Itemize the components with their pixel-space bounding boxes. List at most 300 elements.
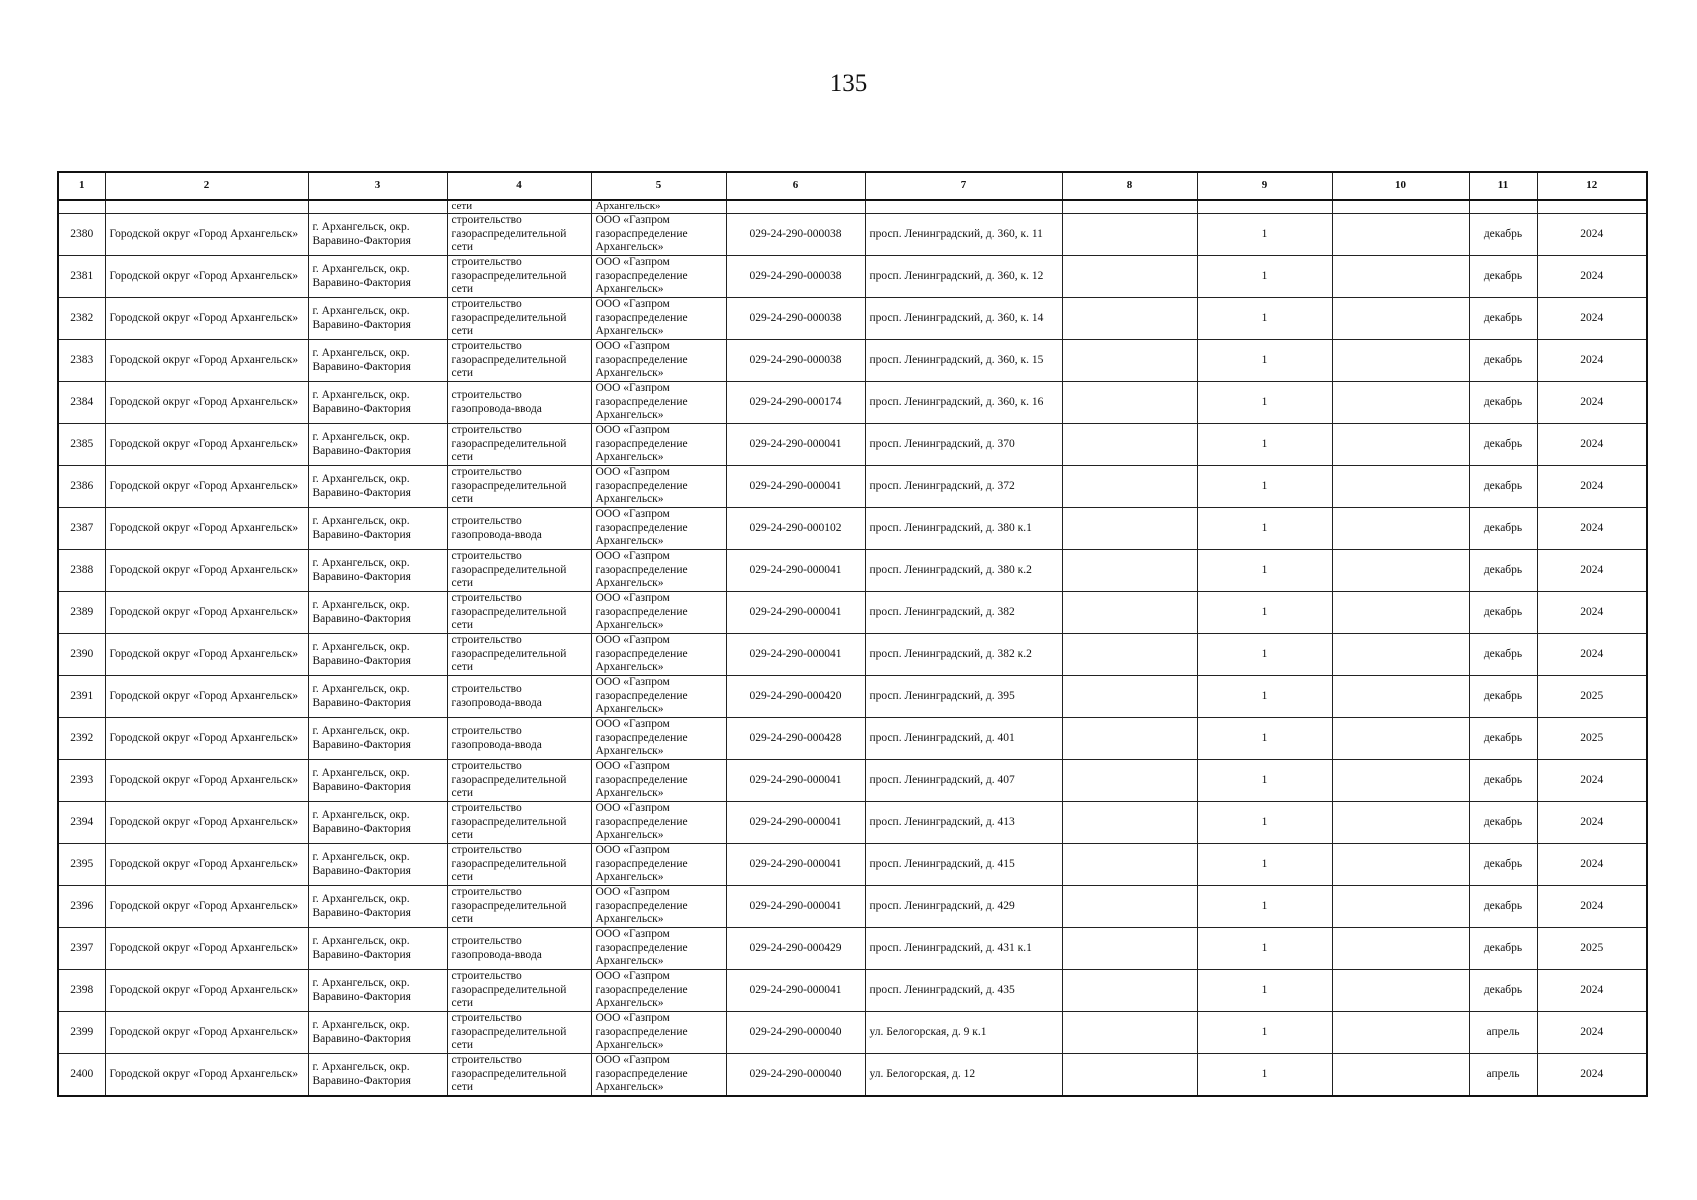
column-header-4: 4 <box>447 172 591 200</box>
header-row <box>58 172 1647 200</box>
table-cell: Городской округ «Город Архангельск» <box>105 760 308 802</box>
table-cell <box>1062 256 1197 298</box>
table-cell <box>1062 382 1197 424</box>
table-cell: просп. Ленинградский, д. 360, к. 14 <box>865 298 1062 340</box>
table-cell <box>1062 844 1197 886</box>
table-cell <box>1332 802 1469 844</box>
table-cell: декабрь <box>1469 676 1537 718</box>
table-cell: 2024 <box>1537 382 1647 424</box>
table-cell: г. Архангельск, окр. Варавино-Фактория <box>308 340 447 382</box>
page-number: 135 <box>829 70 868 97</box>
table-cell: 1 <box>1197 676 1332 718</box>
table-cell: просп. Ленинградский, д. 401 <box>865 718 1062 760</box>
table-cell: строительство газораспределительной сети <box>447 970 591 1012</box>
table-cell: г. Архангельск, окр. Варавино-Фактория <box>308 298 447 340</box>
table-cell: 2024 <box>1537 802 1647 844</box>
table-cell: 2383 <box>58 340 105 382</box>
table-cell <box>1062 886 1197 928</box>
table-cell: 2392 <box>58 718 105 760</box>
table-cell: строительство газораспределительной сети <box>447 466 591 508</box>
table-cell: г. Архангельск, окр. Варавино-Фактория <box>308 886 447 928</box>
table-cell: 1 <box>1197 256 1332 298</box>
table-cell: 029-24-290-000038 <box>726 214 865 256</box>
table-cell: 2382 <box>58 298 105 340</box>
table-cell: 2381 <box>58 256 105 298</box>
continuation-cell <box>865 200 1062 214</box>
table-cell: 2393 <box>58 760 105 802</box>
table-cell: 2394 <box>58 802 105 844</box>
table-cell: 2024 <box>1537 1012 1647 1054</box>
table-cell: 029-24-290-000041 <box>726 466 865 508</box>
table-cell: г. Архангельск, окр. Варавино-Фактория <box>308 760 447 802</box>
table-cell: просп. Ленинградский, д. 360, к. 12 <box>865 256 1062 298</box>
table-row <box>58 886 1647 928</box>
table-cell: строительство газораспределительной сети <box>447 1054 591 1097</box>
column-header-11: 11 <box>1469 172 1537 200</box>
table-cell: 1 <box>1197 760 1332 802</box>
table-row <box>58 340 1647 382</box>
table-cell: 2024 <box>1537 424 1647 466</box>
table-cell: ООО «Газпром газораспределение Архангельск» <box>591 1054 726 1097</box>
table-cell: декабрь <box>1469 760 1537 802</box>
table-cell: ООО «Газпром газораспределение Архангельск» <box>591 550 726 592</box>
table-cell: ООО «Газпром газораспределение Архангельск» <box>591 298 726 340</box>
table-cell: ООО «Газпром газораспределение Архангельск» <box>591 466 726 508</box>
table-cell <box>1332 634 1469 676</box>
table-cell: ООО «Газпром газораспределение Архангельск» <box>591 928 726 970</box>
table-cell: 029-24-290-000041 <box>726 550 865 592</box>
table-cell: 029-24-290-000174 <box>726 382 865 424</box>
table-cell: Городской округ «Город Архангельск» <box>105 1054 308 1097</box>
table-cell: 2024 <box>1537 886 1647 928</box>
column-header-5: 5 <box>591 172 726 200</box>
table-cell <box>1062 928 1197 970</box>
table-cell: 2024 <box>1537 760 1647 802</box>
table-cell: г. Архангельск, окр. Варавино-Фактория <box>308 634 447 676</box>
table-cell: г. Архангельск, окр. Варавино-Фактория <box>308 844 447 886</box>
table-cell: просп. Ленинградский, д. 431 к.1 <box>865 928 1062 970</box>
table-cell: г. Архангельск, окр. Варавино-Фактория <box>308 466 447 508</box>
table-row <box>58 928 1647 970</box>
table-cell: строительство газораспределительной сети <box>447 592 591 634</box>
table-cell <box>1332 508 1469 550</box>
table-cell <box>1062 508 1197 550</box>
table-cell: 2025 <box>1537 718 1647 760</box>
table-cell: декабрь <box>1469 928 1537 970</box>
table-cell: 1 <box>1197 886 1332 928</box>
table-cell: просп. Ленинградский, д. 380 к.1 <box>865 508 1062 550</box>
table-cell: г. Архангельск, окр. Варавино-Фактория <box>308 970 447 1012</box>
table-cell <box>1062 970 1197 1012</box>
table-cell: строительство газораспределительной сети <box>447 844 591 886</box>
table-cell: 2387 <box>58 508 105 550</box>
table-cell: 2397 <box>58 928 105 970</box>
table-cell: 1 <box>1197 340 1332 382</box>
column-header-3: 3 <box>308 172 447 200</box>
table-cell: Городской округ «Город Архангельск» <box>105 382 308 424</box>
table-cell <box>1332 550 1469 592</box>
table-cell: Городской округ «Город Архангельск» <box>105 298 308 340</box>
table-cell: 2399 <box>58 1012 105 1054</box>
table-cell <box>1332 760 1469 802</box>
table-cell: г. Архангельск, окр. Варавино-Фактория <box>308 1054 447 1097</box>
table-cell: 1 <box>1197 970 1332 1012</box>
table-cell: декабрь <box>1469 592 1537 634</box>
table-cell: ул. Белогорская, д. 9 к.1 <box>865 1012 1062 1054</box>
table-cell: просп. Ленинградский, д. 380 к.2 <box>865 550 1062 592</box>
table-cell <box>1062 802 1197 844</box>
table-cell: 1 <box>1197 214 1332 256</box>
table-cell: просп. Ленинградский, д. 395 <box>865 676 1062 718</box>
table-cell: ООО «Газпром газораспределение Архангельск» <box>591 760 726 802</box>
table-cell: просп. Ленинградский, д. 360, к. 11 <box>865 214 1062 256</box>
table-cell: декабрь <box>1469 634 1537 676</box>
register-table <box>57 171 1648 1097</box>
table-cell <box>1062 592 1197 634</box>
table-cell <box>1062 760 1197 802</box>
table-cell <box>1062 340 1197 382</box>
table-row <box>58 970 1647 1012</box>
table-cell: декабрь <box>1469 256 1537 298</box>
table-cell: строительство газораспределительной сети <box>447 424 591 466</box>
table-cell <box>1332 424 1469 466</box>
table-row <box>58 634 1647 676</box>
table-cell: ООО «Газпром газораспределение Архангельск» <box>591 718 726 760</box>
table-cell: 2391 <box>58 676 105 718</box>
column-header-8: 8 <box>1062 172 1197 200</box>
table-cell: Городской округ «Город Архангельск» <box>105 550 308 592</box>
table-cell: ООО «Газпром газораспределение Архангельск» <box>591 634 726 676</box>
table-cell: декабрь <box>1469 466 1537 508</box>
table-cell: Городской округ «Город Архангельск» <box>105 466 308 508</box>
table-cell: 029-24-290-000038 <box>726 298 865 340</box>
table-row <box>58 382 1647 424</box>
table-cell: 1 <box>1197 508 1332 550</box>
table-cell: 2024 <box>1537 298 1647 340</box>
table-cell: просп. Ленинградский, д. 413 <box>865 802 1062 844</box>
table-cell: 2025 <box>1537 676 1647 718</box>
table-cell: г. Архангельск, окр. Варавино-Фактория <box>308 214 447 256</box>
table-cell <box>1332 214 1469 256</box>
table-cell: ООО «Газпром газораспределение Архангельск» <box>591 676 726 718</box>
table-cell: г. Архангельск, окр. Варавино-Фактория <box>308 508 447 550</box>
table-cell <box>1332 1054 1469 1097</box>
table-cell: просп. Ленинградский, д. 372 <box>865 466 1062 508</box>
table-cell <box>1332 466 1469 508</box>
table-cell: 1 <box>1197 382 1332 424</box>
table-cell: ООО «Газпром газораспределение Архангельск» <box>591 214 726 256</box>
table-cell: ул. Белогорская, д. 12 <box>865 1054 1062 1097</box>
table-cell: 1 <box>1197 844 1332 886</box>
table-cell: 2024 <box>1537 508 1647 550</box>
table-cell: Городской округ «Город Архангельск» <box>105 340 308 382</box>
table-row <box>58 466 1647 508</box>
table-cell: Городской округ «Город Архангельск» <box>105 634 308 676</box>
table-cell: г. Архангельск, окр. Варавино-Фактория <box>308 718 447 760</box>
table-cell: г. Архангельск, окр. Варавино-Фактория <box>308 928 447 970</box>
table-cell: Городской округ «Город Архангельск» <box>105 886 308 928</box>
table-cell: 029-24-290-000041 <box>726 970 865 1012</box>
table-cell: 2385 <box>58 424 105 466</box>
continuation-cell: Архангельск» <box>591 200 726 214</box>
table-row <box>58 550 1647 592</box>
table-cell: 2398 <box>58 970 105 1012</box>
table-cell: строительство газораспределительной сети <box>447 634 591 676</box>
table-cell: ООО «Газпром газораспределение Архангельск» <box>591 256 726 298</box>
table-cell: 029-24-290-000102 <box>726 508 865 550</box>
table-cell: ООО «Газпром газораспределение Архангельск» <box>591 886 726 928</box>
table-cell: декабрь <box>1469 214 1537 256</box>
column-header-6: 6 <box>726 172 865 200</box>
table-row <box>58 256 1647 298</box>
table-cell: строительство газораспределительной сети <box>447 550 591 592</box>
table-cell <box>1062 298 1197 340</box>
continuation-cell <box>58 200 105 214</box>
table-cell: Городской округ «Город Архангельск» <box>105 970 308 1012</box>
continuation-cell <box>1469 200 1537 214</box>
table-cell: 2024 <box>1537 256 1647 298</box>
table-cell: 2380 <box>58 214 105 256</box>
table-cell: просп. Ленинградский, д. 360, к. 16 <box>865 382 1062 424</box>
table-row <box>58 676 1647 718</box>
table-cell: ООО «Газпром газораспределение Архангельск» <box>591 424 726 466</box>
table-cell <box>1062 1054 1197 1097</box>
table-cell: строительство газопровода-ввода <box>447 508 591 550</box>
table-row <box>58 802 1647 844</box>
table-cell: 2024 <box>1537 592 1647 634</box>
table-cell: 2396 <box>58 886 105 928</box>
table-cell: строительство газопровода-ввода <box>447 718 591 760</box>
table-cell <box>1332 676 1469 718</box>
table-cell: ООО «Газпром газораспределение Архангельск» <box>591 844 726 886</box>
table-cell: Городской округ «Город Архангельск» <box>105 718 308 760</box>
table-cell: просп. Ленинградский, д. 415 <box>865 844 1062 886</box>
table-cell: 2400 <box>58 1054 105 1097</box>
table-cell: строительство газораспределительной сети <box>447 298 591 340</box>
table-cell: 029-24-290-000041 <box>726 424 865 466</box>
table-row <box>58 1054 1647 1097</box>
table-cell: 1 <box>1197 928 1332 970</box>
column-header-2: 2 <box>105 172 308 200</box>
table-cell: строительство газораспределительной сети <box>447 214 591 256</box>
table-cell: ООО «Газпром газораспределение Архангельск» <box>591 1012 726 1054</box>
table-cell <box>1332 340 1469 382</box>
table-cell: декабрь <box>1469 844 1537 886</box>
table-cell <box>1332 298 1469 340</box>
table-cell: ООО «Газпром газораспределение Архангельск» <box>591 970 726 1012</box>
table-cell: апрель <box>1469 1054 1537 1097</box>
table-cell: декабрь <box>1469 382 1537 424</box>
table-cell: декабрь <box>1469 886 1537 928</box>
table-cell: апрель <box>1469 1012 1537 1054</box>
column-header-12: 12 <box>1537 172 1647 200</box>
table-row <box>58 718 1647 760</box>
table-cell: 029-24-290-000038 <box>726 340 865 382</box>
table-row <box>58 508 1647 550</box>
table-cell <box>1062 676 1197 718</box>
table-cell: 2388 <box>58 550 105 592</box>
table-cell: 2024 <box>1537 340 1647 382</box>
table-cell: 1 <box>1197 1012 1332 1054</box>
table-cell: 029-24-290-000040 <box>726 1012 865 1054</box>
table-cell: 029-24-290-000429 <box>726 928 865 970</box>
table-cell: Городской округ «Город Архангельск» <box>105 1012 308 1054</box>
table-cell: 029-24-290-000041 <box>726 634 865 676</box>
table-cell: 2384 <box>58 382 105 424</box>
table-cell: 2024 <box>1537 214 1647 256</box>
table-cell: Городской округ «Город Архангельск» <box>105 592 308 634</box>
table-cell: Городской округ «Город Архангельск» <box>105 928 308 970</box>
table-cell: 2390 <box>58 634 105 676</box>
table-row <box>58 1012 1647 1054</box>
table-cell: ООО «Газпром газораспределение Архангельск» <box>591 802 726 844</box>
table-cell <box>1062 466 1197 508</box>
table-cell: 2024 <box>1537 970 1647 1012</box>
table-cell: строительство газораспределительной сети <box>447 256 591 298</box>
table-cell: Городской округ «Город Архангельск» <box>105 508 308 550</box>
table-cell <box>1332 844 1469 886</box>
table-cell: строительство газораспределительной сети <box>447 760 591 802</box>
table-cell: строительство газораспределительной сети <box>447 886 591 928</box>
table-cell: 1 <box>1197 718 1332 760</box>
table-cell <box>1062 424 1197 466</box>
table-cell: 2025 <box>1537 928 1647 970</box>
table-cell: Городской округ «Город Архангельск» <box>105 214 308 256</box>
table-cell: строительство газораспределительной сети <box>447 340 591 382</box>
table-cell: 2386 <box>58 466 105 508</box>
continuation-cell <box>308 200 447 214</box>
table-cell: 1 <box>1197 466 1332 508</box>
table-cell: 1 <box>1197 298 1332 340</box>
table-cell: декабрь <box>1469 970 1537 1012</box>
column-header-7: 7 <box>865 172 1062 200</box>
table-cell: 1 <box>1197 424 1332 466</box>
table-cell: г. Архангельск, окр. Варавино-Фактория <box>308 676 447 718</box>
table-cell: ООО «Газпром газораспределение Архангельск» <box>591 508 726 550</box>
table-cell: просп. Ленинградский, д. 407 <box>865 760 1062 802</box>
continuation-cell <box>1062 200 1197 214</box>
table-cell: строительство газораспределительной сети <box>447 802 591 844</box>
table-cell: 2389 <box>58 592 105 634</box>
table-cell: просп. Ленинградский, д. 360, к. 15 <box>865 340 1062 382</box>
continuation-row <box>58 200 1647 214</box>
table-cell <box>1332 592 1469 634</box>
table-cell: 2024 <box>1537 634 1647 676</box>
table-cell: просп. Ленинградский, д. 382 <box>865 592 1062 634</box>
table-cell <box>1332 886 1469 928</box>
table-cell <box>1062 634 1197 676</box>
table-row <box>58 424 1647 466</box>
table-cell: 029-24-290-000041 <box>726 760 865 802</box>
table-cell: 029-24-290-000038 <box>726 256 865 298</box>
table-cell <box>1332 256 1469 298</box>
continuation-cell <box>1332 200 1469 214</box>
table-cell: Городской округ «Город Архангельск» <box>105 802 308 844</box>
table-cell <box>1062 550 1197 592</box>
table-cell: г. Архангельск, окр. Варавино-Фактория <box>308 256 447 298</box>
continuation-cell <box>1197 200 1332 214</box>
table-cell: строительство газопровода-ввода <box>447 676 591 718</box>
continuation-cell <box>105 200 308 214</box>
table-cell: 2024 <box>1537 844 1647 886</box>
table-cell: 1 <box>1197 1054 1332 1097</box>
table-cell: г. Архангельск, окр. Варавино-Фактория <box>308 424 447 466</box>
table-cell: строительство газопровода-ввода <box>447 928 591 970</box>
table-cell: г. Архангельск, окр. Варавино-Фактория <box>308 1012 447 1054</box>
table-cell: 1 <box>1197 802 1332 844</box>
table-cell: просп. Ленинградский, д. 435 <box>865 970 1062 1012</box>
table-cell: строительство газопровода-ввода <box>447 382 591 424</box>
table-cell: ООО «Газпром газораспределение Архангельск» <box>591 340 726 382</box>
table-cell: 029-24-290-000041 <box>726 592 865 634</box>
table-cell: Городской округ «Город Архангельск» <box>105 256 308 298</box>
table-row <box>58 298 1647 340</box>
table-cell <box>1332 718 1469 760</box>
table-cell <box>1062 718 1197 760</box>
table-cell: просп. Ленинградский, д. 370 <box>865 424 1062 466</box>
table-cell: 029-24-290-000040 <box>726 1054 865 1097</box>
table-cell: 029-24-290-000041 <box>726 802 865 844</box>
table-cell: 029-24-290-000428 <box>726 718 865 760</box>
continuation-cell: сети <box>447 200 591 214</box>
table-row <box>58 214 1647 256</box>
column-header-1: 1 <box>58 172 105 200</box>
table-cell: декабрь <box>1469 718 1537 760</box>
table-cell: г. Архангельск, окр. Варавино-Фактория <box>308 382 447 424</box>
table-row <box>58 844 1647 886</box>
table-row <box>58 760 1647 802</box>
table-cell: ООО «Газпром газораспределение Архангельск» <box>591 382 726 424</box>
table-cell: 1 <box>1197 550 1332 592</box>
table-cell: декабрь <box>1469 550 1537 592</box>
table-cell: Городской округ «Город Архангельск» <box>105 424 308 466</box>
table-cell: 2024 <box>1537 466 1647 508</box>
table-cell: ООО «Газпром газораспределение Архангельск» <box>591 592 726 634</box>
table-cell: декабрь <box>1469 802 1537 844</box>
table-body <box>58 200 1647 1096</box>
table-cell: строительство газораспределительной сети <box>447 1012 591 1054</box>
table-cell: г. Архангельск, окр. Варавино-Фактория <box>308 550 447 592</box>
table-cell: просп. Ленинградский, д. 382 к.2 <box>865 634 1062 676</box>
table-cell: 1 <box>1197 592 1332 634</box>
table-cell <box>1062 214 1197 256</box>
table-cell: Городской округ «Город Архангельск» <box>105 676 308 718</box>
table-cell: Городской округ «Город Архангельск» <box>105 844 308 886</box>
table-cell: просп. Ленинградский, д. 429 <box>865 886 1062 928</box>
table-cell: 029-24-290-000420 <box>726 676 865 718</box>
table-cell: г. Архангельск, окр. Варавино-Фактория <box>308 802 447 844</box>
table-cell <box>1062 1012 1197 1054</box>
table-cell: 029-24-290-000041 <box>726 844 865 886</box>
column-header-9: 9 <box>1197 172 1332 200</box>
table-cell: 2395 <box>58 844 105 886</box>
continuation-cell <box>1537 200 1647 214</box>
table-cell <box>1332 928 1469 970</box>
table-cell <box>1332 382 1469 424</box>
table-cell: 1 <box>1197 634 1332 676</box>
table-cell: декабрь <box>1469 298 1537 340</box>
table-row <box>58 592 1647 634</box>
table-cell: декабрь <box>1469 424 1537 466</box>
column-header-10: 10 <box>1332 172 1469 200</box>
table-cell: 2024 <box>1537 550 1647 592</box>
table-cell <box>1332 970 1469 1012</box>
continuation-cell <box>726 200 865 214</box>
table-cell: г. Архангельск, окр. Варавино-Фактория <box>308 592 447 634</box>
table-cell <box>1332 1012 1469 1054</box>
table-cell: 029-24-290-000041 <box>726 886 865 928</box>
table-cell: декабрь <box>1469 340 1537 382</box>
